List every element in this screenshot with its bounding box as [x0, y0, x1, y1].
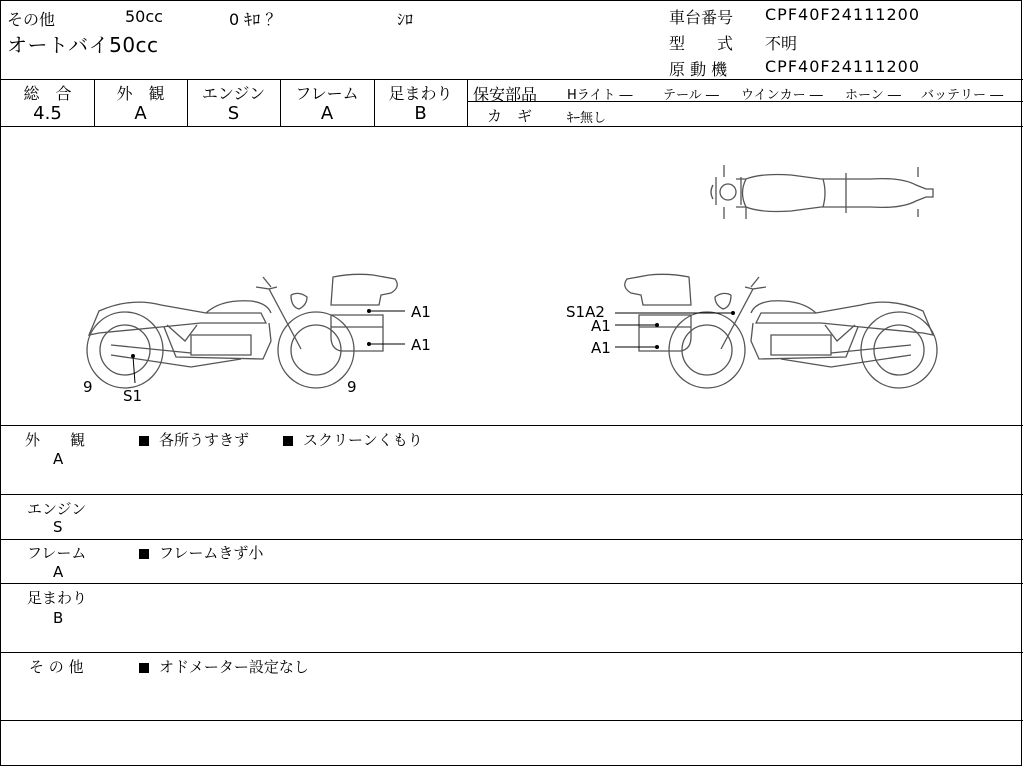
safety-headlight: Hライト ― [567, 88, 633, 103]
rating-label-overall: 総 合 [23, 84, 72, 103]
bike-top-view [711, 165, 933, 219]
callout-right-a1-upper: A1 [591, 317, 611, 335]
rating-value-exterior: A [134, 103, 147, 124]
bike-left-view [87, 274, 397, 388]
remark-label-frame: フレーム [27, 544, 87, 562]
callout-left-s1: S1 [123, 387, 143, 405]
divider [1, 583, 1023, 584]
rating-label-engine: エンジン [201, 84, 266, 103]
callout-left-9-rear: 9 [83, 378, 93, 396]
color: ｼﾛ [397, 10, 414, 29]
rating-value-suspension: B [414, 103, 427, 124]
callout-left-9-front: 9 [347, 378, 357, 396]
safety-battery: バッテリー ― [921, 88, 1004, 103]
chassis-number: CPF40F24111200 [765, 5, 921, 24]
callout-right-a1-lower: A1 [591, 339, 611, 357]
damage-diagram [1, 127, 1021, 425]
divider [1, 652, 1023, 653]
safety-horn: ホーン ― [845, 88, 901, 103]
callout-right-s1a2: S1A2 [566, 303, 605, 321]
category: その他 [7, 10, 56, 29]
remark-grade-suspension: B [53, 609, 64, 627]
divider [1, 539, 1023, 540]
safety-parts-label: 保安部品 [473, 85, 538, 104]
remark-note-exterior-2: スクリーンくもり [283, 429, 423, 450]
vehicle-title: オートバイ50cc [7, 33, 159, 57]
engine-number-label: 原 動 機 [669, 60, 728, 79]
divider [1, 494, 1023, 495]
safety-taillight: テール ― [663, 88, 719, 103]
rating-label-exterior: 外 観 [116, 84, 165, 103]
divider [1, 79, 1023, 80]
bike-right-view [625, 274, 937, 388]
rating-value-engine: S [227, 103, 240, 124]
divider [467, 79, 468, 126]
rating-value-frame: A [320, 103, 334, 124]
engine-number: CPF40F24111200 [765, 57, 921, 76]
key-value: ｷｰ無し [567, 111, 607, 126]
remark-label-suspension: 足まわり [27, 589, 88, 607]
rating-label-frame: フレーム [295, 84, 359, 103]
safety-turn-signal: ウインカー ― [741, 88, 823, 103]
callout-left-a1-lower: A1 [411, 336, 431, 354]
chassis-label: 車台番号 [669, 8, 734, 27]
remark-grade-engine: S [53, 518, 63, 536]
remark-label-exterior: 外 観 [25, 431, 86, 449]
model-label: 型 式 [669, 34, 734, 53]
remark-label-engine: エンジン [27, 500, 87, 518]
displacement: 50cc [125, 7, 163, 26]
model-value: 不明 [765, 34, 798, 53]
remark-label-other: そ の 他 [29, 658, 84, 676]
divider [1, 720, 1023, 721]
mileage: 0 ｷﾛ ？ [229, 10, 282, 29]
remark-note-frame-1: フレームきず小 [139, 542, 263, 563]
callout-left-a1-upper: A1 [411, 303, 431, 321]
rating-value-overall: 4.5 [33, 103, 62, 124]
remark-note-other-1: オドメーター設定なし [139, 656, 309, 677]
divider [1, 425, 1023, 426]
remark-grade-frame: A [53, 563, 64, 581]
rating-label-suspension: 足まわり [388, 84, 453, 103]
remark-grade-exterior: A [53, 450, 64, 468]
key-label: カ ギ [487, 107, 533, 125]
remark-note-exterior-1: 各所うすきず [139, 429, 249, 450]
